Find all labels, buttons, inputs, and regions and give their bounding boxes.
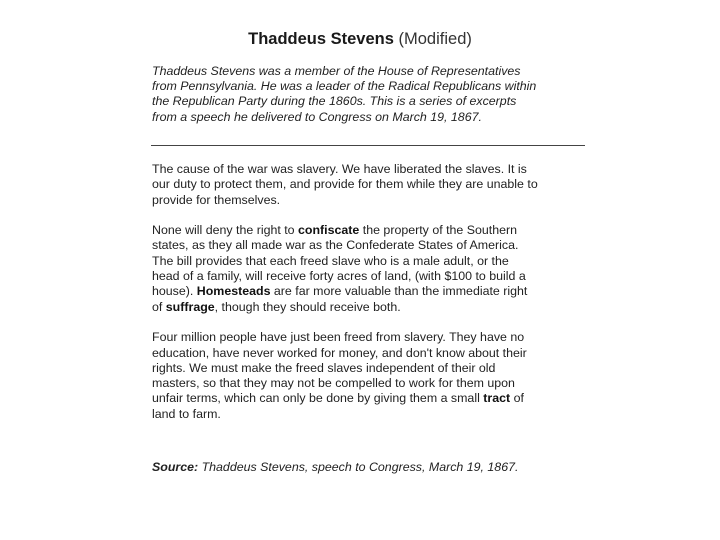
paragraph-line: education, have never worked for money, and don't know about their [152,345,527,360]
paragraph-line: states, as they all made war as the Confederate States of America. [152,238,519,253]
source-label: Source: [152,460,199,474]
paragraph-line: The bill provides that each freed slave who is a male adult, or the [152,253,509,268]
title-suffix: (Modified) [398,30,472,48]
intro-line: from a speech he delivered to Congress on March 19, 1867. [152,109,482,124]
intro-line: the Republican Party during the 1860s. This is a series of excerpts [152,94,517,109]
paragraph-line: provide for themselves. [152,192,281,207]
paragraph-line: our duty to protect them, and provide for them while they are unable to [152,177,538,192]
divider [151,145,585,146]
paragraph-war-cause [152,162,602,208]
keyword-suffrage: suffrage [165,299,215,314]
intro-line: from Pennsylvania. He was a leader of the Radical Republicans within [152,79,537,94]
page-title [0,30,720,49]
intro-line: Thaddeus Stevens was a member of the House of Representatives [152,64,521,78]
text-run: unfair terms, which can only be done by giving them a small [152,391,484,406]
text-run: None will deny the right to [152,223,299,238]
title-name: Thaddeus Stevens [248,30,394,48]
keyword-tract: tract [483,391,511,406]
source-text: Thaddeus Stevens, speech to Congress, March 19, 1867. [198,460,519,474]
source-citation [152,460,602,475]
excerpt-body [152,162,602,437]
text-run: of [152,299,166,314]
paragraph-confiscation [152,223,602,315]
keyword-confiscate: confiscate [298,223,360,238]
paragraph-freed-people [152,330,602,422]
paragraph-line: The cause of the war was slavery. We have liberated the slaves. It is [152,162,527,176]
paragraph-line: head of a family, will receive forty acres of land, (with $100 to build a [152,269,526,284]
text-run: are far more valuable than the immediate right [270,284,528,299]
text-run: the property of the Southern [359,223,518,238]
text-run: , though they should receive both. [214,299,401,314]
paragraph-line: land to farm. [152,406,221,421]
text-run: of [510,391,524,406]
paragraph-line: Four million people have just been freed from slavery. They have no [152,330,525,345]
keyword-homesteads: Homesteads [196,284,271,299]
intro-paragraph [152,64,592,125]
paragraph-line: rights. We must make the freed slaves independent of their old [152,360,496,375]
paragraph-line: masters, so that they may not be compelled to work for them upon [152,376,515,391]
text-run: house). [152,284,197,299]
